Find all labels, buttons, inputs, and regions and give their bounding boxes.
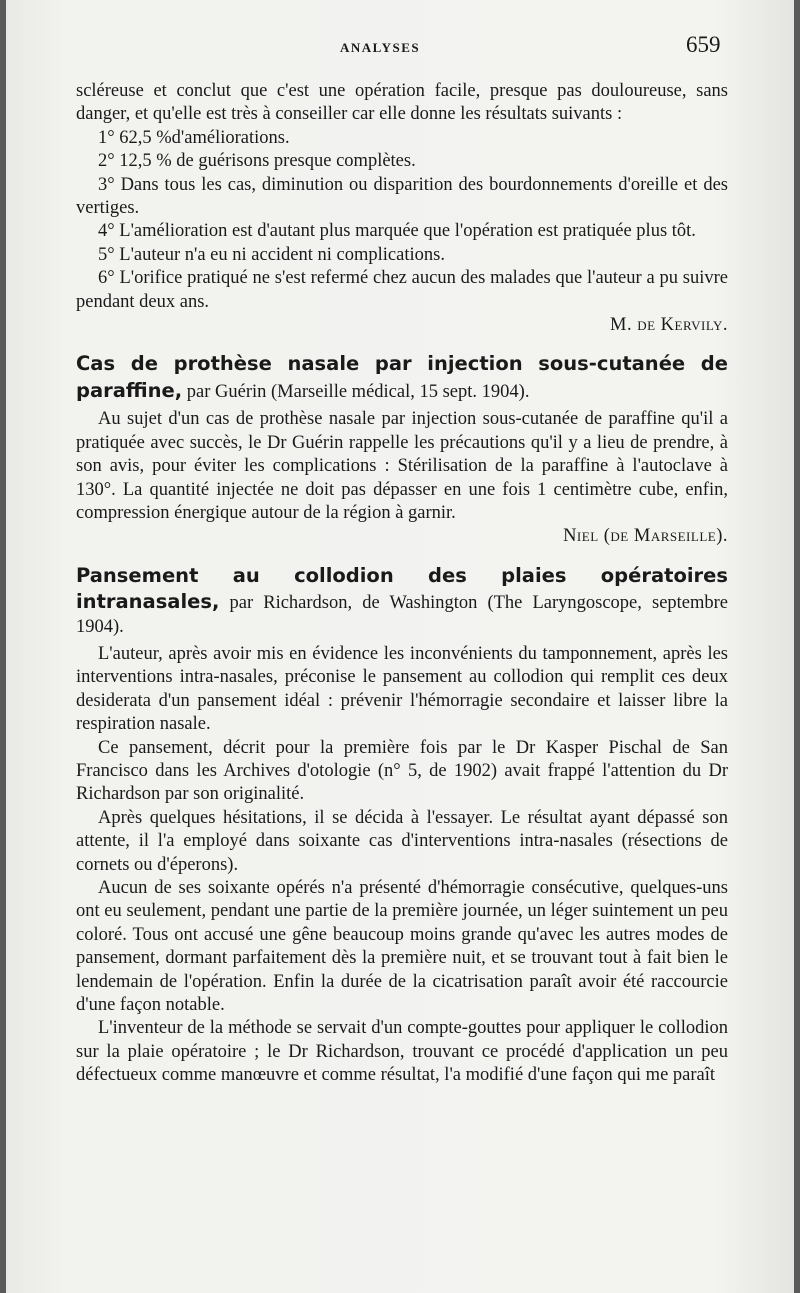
article-paragraph-3: Après quelques hésitations, il se décida à l'essayer. Le résultat ayant dépassé son attente, il l'a employé dans soixante cas d'interventions intra-nasales (résections de cornets ou d'éperons). [76,807,728,875]
result-item-6: 6° L'orifice pratiqué ne s'est refermé chez aucun des malades que l'auteur a pu suivre pendant deux ans. [76,268,728,312]
article-paragraph-2: Ce pansement, décrit pour la première fois par le Dr Kasper Pischal de San Francisco dans les Archives d'otologie (n° 5, de 1902) avait frappé l'attention du Dr Richardson par son originalité. [76,737,728,805]
article-heading [76,351,728,404]
running-head: ANALYSES [340,40,421,55]
article-title: Pansement au collodion des plaies opératoires intranasales, [76,563,728,614]
article-prothese-nasale [76,351,728,548]
result-item-1: 1° 62,5 %d'améliorations. [98,127,290,148]
article-pansement-collodion [76,563,728,1088]
journal-page [6,0,794,1293]
result-item-4: 4° L'amélioration est d'autant plus marquée que l'opération est pratiquée plus tôt. [98,221,696,242]
continued-intro: scléreuse et conclut que c'est une opération facile, presque pas douloureuse, sans danger, et qu'elle est très à conseiller car elle donne les résultats suivants : [76,81,728,125]
article-paragraph-5: L'inventeur de la méthode se servait d'un compte-gouttes pour appliquer le collodion sur la plaie opératoire ; le Dr Richardson, trouvant ce procédé d'application un peu défectueux comme manœuvre et comme résultat, l'a modifié d'une façon qui me paraît [76,1018,728,1086]
signature-niel: Niel (de Marseille). [563,526,728,547]
result-item-3: 3° Dans tous les cas, diminution ou disparition des bourdonnements d'oreille et des vertiges. [76,174,728,219]
article-citation: par Richardson, de Washington (The Laryngoscope, septembre 1904). [76,593,729,637]
review-signature [76,314,728,337]
article-title: Cas de prothèse nasale par injection sous-cutanée de paraffine, [76,352,728,402]
article-signature [76,525,728,548]
signature-kervily: M. de Kervily. [610,315,728,336]
continued-review [76,80,728,337]
page-number: 659 [686,32,721,57]
article-body: Au sujet d'un cas de prothèse nasale par injection sous-cutanée de paraffine qu'il a pratiquée avec succès, le Dr Guérin rappelle les précautions qu'il y a lieu de prendre, à son avis, pour éviter les complications : Stérilisation de la paraffine à l'autoclave à 130°. La quantité injectée ne doit pas dépasser en une fois 1 centimètre cube, enfin, compression énergique autour de la région à garnir. [76,409,728,523]
article-paragraph-1: L'auteur, après avoir mis en évidence les inconvénients du tamponnement, après les interventions intra-nasales, préconise le pansement au collodion qui remplit ces deux desiderata d'un pansement idéal : prévenir l'hémorragie secondaire et laisser libre la respiration nasale. [76,643,728,735]
result-item-5: 5° L'auteur n'a eu ni accident ni complications. [98,244,445,265]
article-paragraph-4: Aucun de ses soixante opérés n'a présenté d'hémorragie consécutive, quelques-uns ont eu seulement, pendant une partie de la première journée, un léger suintement un peu coloré. Tous ont accusé une gêne beaucoup moins grande qu'avec les autres modes de pansement, dormant parfaitement dès la première nuit, et se trouvant tout à fait bien le lendemain de l'opération. Enfin la durée de la cicatrisation paraît avoir été raccourcie d'une façon notable. [76,878,728,1016]
article-citation: par Guérin (Marseille médical, 15 sept. 1904). [186,381,530,402]
article-heading [76,563,728,639]
body-text [76,80,728,1088]
result-item-2: 2° 12,5 % de guérisons presque complètes. [98,151,416,172]
page-header [6,30,794,64]
